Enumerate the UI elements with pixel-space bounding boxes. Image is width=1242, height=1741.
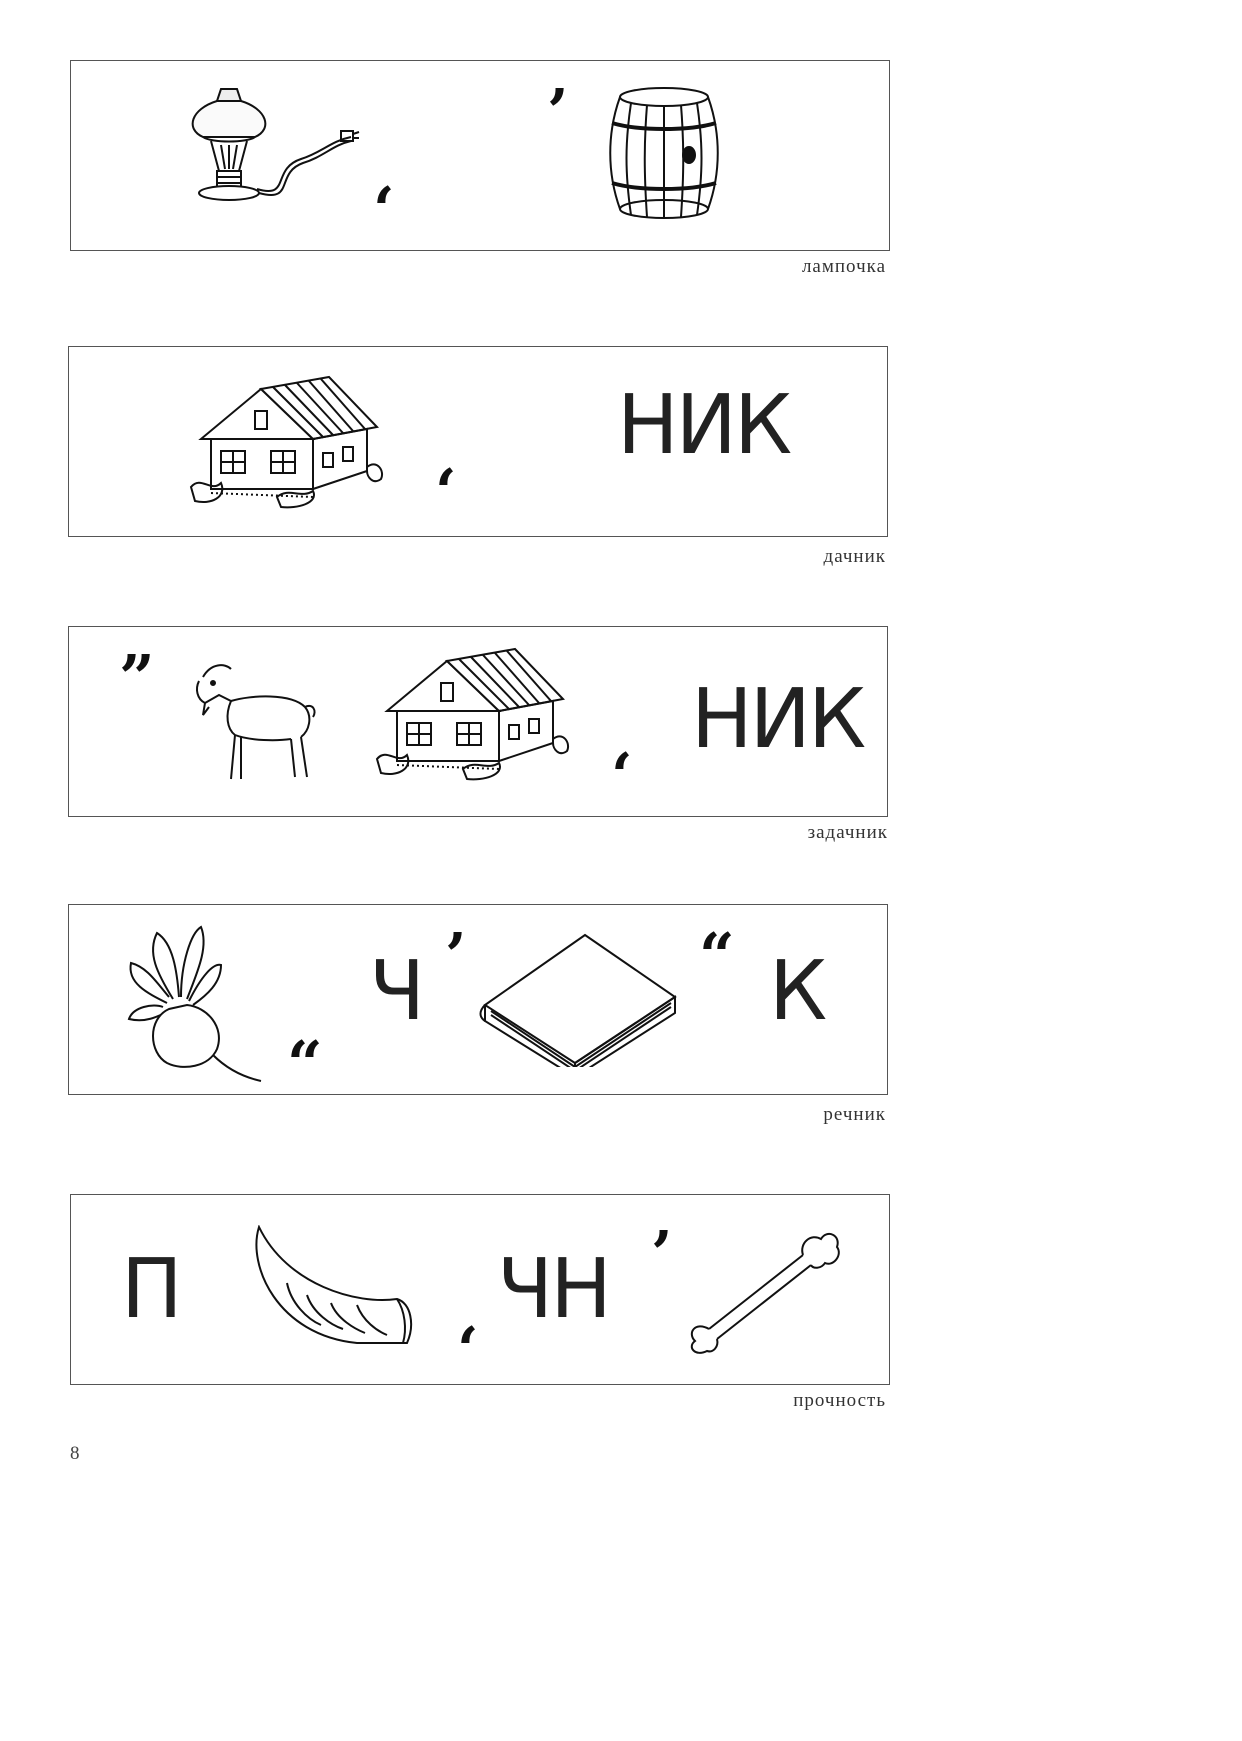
apostrophe-mark: “: [287, 1027, 323, 1100]
apostrophe-mark: ‘: [611, 739, 633, 812]
rebus-letters: ЧН: [497, 1242, 609, 1337]
rebus-panel-2: [68, 346, 888, 537]
rebus-panel-5: [70, 1194, 890, 1385]
rebus-panel-3: [68, 626, 888, 817]
apostrophe-mark: ”: [119, 641, 155, 714]
barrel-icon: [609, 83, 729, 223]
answer-label: прочность: [793, 1390, 886, 1411]
rebus-letters: НИК: [691, 672, 864, 767]
apostrophe-mark: ‘: [435, 455, 457, 528]
horn-icon: [247, 1225, 417, 1355]
apostrophe-mark: ’: [445, 919, 467, 992]
book-icon: [479, 927, 679, 1067]
goat-icon: [181, 655, 331, 795]
rebus-letters: НИК: [617, 378, 790, 473]
apostrophe-mark: “: [699, 919, 735, 992]
page-number: 8: [70, 1443, 80, 1464]
apostrophe-mark: ’: [547, 75, 569, 148]
apostrophe-mark: ‘: [457, 1313, 479, 1386]
answer-label: речник: [823, 1104, 886, 1125]
rebus-panel-1: [70, 60, 890, 251]
answer-label: лампочка: [801, 256, 886, 277]
rebus-letters: К: [769, 944, 825, 1039]
answer-label: задачник: [807, 822, 888, 843]
lamp-icon: [181, 79, 361, 219]
apostrophe-mark: ‘: [373, 173, 395, 246]
bone-icon: [685, 1225, 845, 1355]
answer-label: дачник: [823, 546, 886, 567]
turnip-icon: [117, 923, 267, 1088]
rebus-letters: Ч: [369, 944, 423, 1039]
house-icon: [367, 639, 587, 789]
apostrophe-mark: ’: [651, 1217, 673, 1290]
rebus-panel-4: [68, 904, 888, 1100]
rebus-letters: П: [121, 1242, 180, 1337]
house-icon: [181, 367, 401, 517]
